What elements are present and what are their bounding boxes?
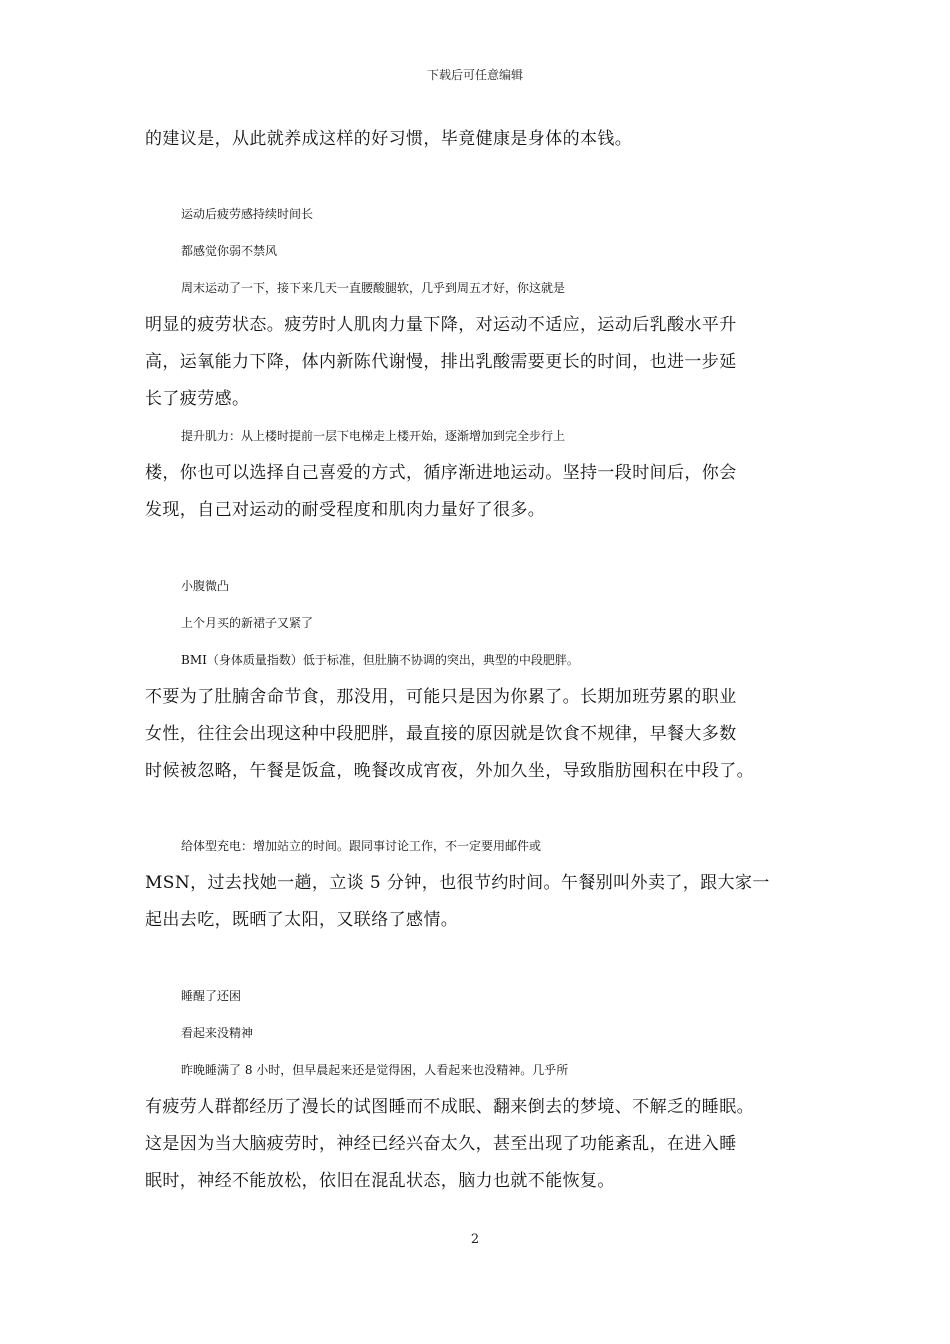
text-line: 周末运动了一下，接下来几天一直腰酸腿软，几乎到周五才好，你这就是 <box>181 281 566 295</box>
text-line: 的建议是，从此就养成这样的好习惯，毕竟健康是身体的本钱。 <box>145 129 633 149</box>
text-line: 明显的疲劳状态。疲劳时人肌肉力量下降，对运动不适应，运动后乳酸水平升 <box>145 315 737 335</box>
section-heading: 睡醒了还困 <box>181 989 242 1003</box>
text-line: BMI（身体质量指数）低于标准，但肚腩不协调的突出，典型的中段肥胖。 <box>181 653 579 667</box>
page-header: 下载后可任意编辑 <box>426 68 523 82</box>
text-line: 发现，自己对运动的耐受程度和肌肉力量好了很多。 <box>145 500 546 520</box>
text-line: 时候被忽略，午餐是饭盒，晚餐改成宵夜，外加久坐，导致脂肪囤积在中段了。 <box>145 761 754 781</box>
text-line: 有疲劳人群都经历了漫长的试图睡而不成眠、翻来倒去的梦境、不解乏的睡眠。 <box>145 1097 754 1117</box>
text-line: 女性，往往会出现这种中段肥胖，最直接的原因就是饮食不规律，早餐大多数 <box>145 724 737 744</box>
section-subheading: 上个月买的新裙子又紧了 <box>181 616 314 630</box>
text-line: 眠时，神经不能放松，依旧在混乱状态，脑力也就不能恢复。 <box>145 1171 615 1191</box>
text-line: 提升肌力：从上楼时提前一层下电梯走上楼开始，逐渐增加到完全步行上 <box>181 429 566 443</box>
text-line: 楼，你也可以选择自己喜爱的方式，循序渐进地运动。坚持一段时间后，你会 <box>145 463 737 483</box>
text-line: 不要为了肚腩舍命节食，那没用，可能只是因为你累了。长期加班劳累的职业 <box>145 687 737 707</box>
text-line: 给体型充电：增加站立的时间。跟同事讨论工作，不一定要用邮件或 <box>181 839 542 853</box>
page-number: 2 <box>470 1232 480 1247</box>
text-line: 昨晚睡满了 8 小时，但早晨起来还是觉得困，人看起来也没精神。几乎所 <box>181 1063 569 1077</box>
section-subheading: 看起来没精神 <box>181 1026 254 1040</box>
text-line: 这是因为当大脑疲劳时，神经已经兴奋太久，甚至出现了功能紊乱，在进入睡 <box>145 1134 737 1154</box>
text-line: 起出去吃，既晒了太阳，又联络了感情。 <box>145 910 459 930</box>
text-line: MSN，过去找她一趟，立谈 5 分钟，也很节约时间。午餐别叫外卖了，跟大家一 <box>145 873 770 893</box>
section-heading: 运动后疲劳感持续时间长 <box>181 207 314 221</box>
section-subheading: 都感觉你弱不禁风 <box>181 244 278 258</box>
section-heading: 小腹微凸 <box>181 579 230 593</box>
text-line: 高，运氧能力下降，体内新陈代谢慢，排出乳酸需要更长的时间，也进一步延 <box>145 352 737 372</box>
text-line: 长了疲劳感。 <box>145 389 250 409</box>
